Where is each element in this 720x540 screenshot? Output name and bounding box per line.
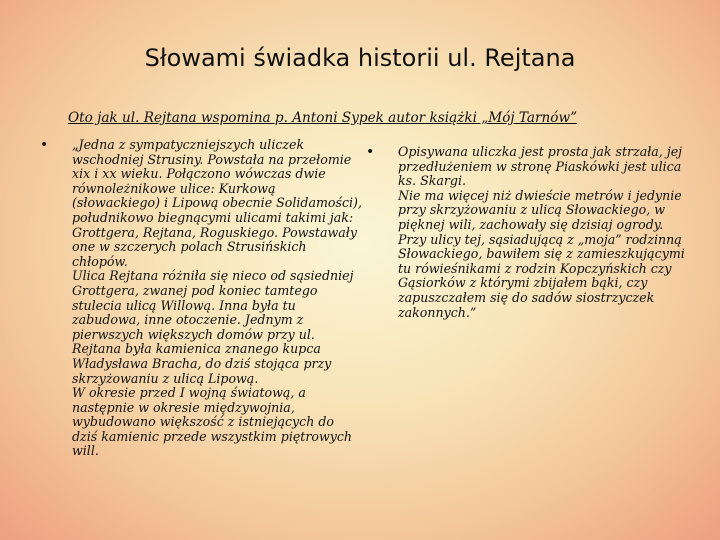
bullet-right: • <box>366 144 375 160</box>
left-paragraph: W okresie przed I wojną światową, a następnie w okresie międzywojnia, wybudowano większość z istniejących do dziś kamienic przede wszystkim piętrowych will. <box>72 385 353 459</box>
right-column-text <box>398 145 688 320</box>
left-paragraph: „Jedna z sympatyczniejszych uliczek wschodniej Strusiny. Powstała na przełomie xix i xx wieku. Połączono wówczas dwie równoleżnikowe ulice: Kurkową (słowackiego) i Lipową obecnie Solidamości), południkowo biegnącymi ulicami takimi jak: Grottgera, Rejtana, Roguskiego. Powstawały one w szczerych polach Strusińskich chłopów. <box>72 137 362 269</box>
slide-subtitle: Oto jak ul. Rejtana wspomina p. Antoni Sypek autor książki „Mój Tarnów” <box>68 110 578 126</box>
left-paragraph: Ulica Rejtana różniła się nieco od sąsiedniej Grottgera, zwanej pod koniec tamtego stulecia ulicą Willową. Inna była tu zabudowa, inne otoczenie. Jednym z pierwszych większych domów przy ul. Rejtana była kamienica znanego kupca Władysława Bracha, do dziś stojąca przy skrzyżowaniu z ulicą Lipową. <box>72 268 354 386</box>
bullet-left: • <box>40 137 49 153</box>
right-paragraph: Przy ulicy tej, sąsiadującą z „moja” rodzinną Słowackiego, bawiłem się z zamieszkującymi tu rówieśnikami z rodzin Kopczyńskich czy Gąsiorków z którymi zbijałem bąki, czy zapuszczałem się do sadów siostrzyczek zakonnych.” <box>398 231 685 320</box>
left-column-text <box>72 138 362 459</box>
right-paragraph: Opisywana uliczka jest prosta jak strzała, jej przedłużeniem w stronę Piaskówki jest ulica ks. Skargi. <box>398 144 683 189</box>
slide-title: Słowami świadka historii ul. Rejtana <box>144 44 576 72</box>
right-paragraph: Nie ma więcej niż dwieście metrów i jedynie przy skrzyżowaniu z ulicą Słowackiego, w pięknej wili, zachowały się dzisiaj ogrody. <box>398 187 682 232</box>
